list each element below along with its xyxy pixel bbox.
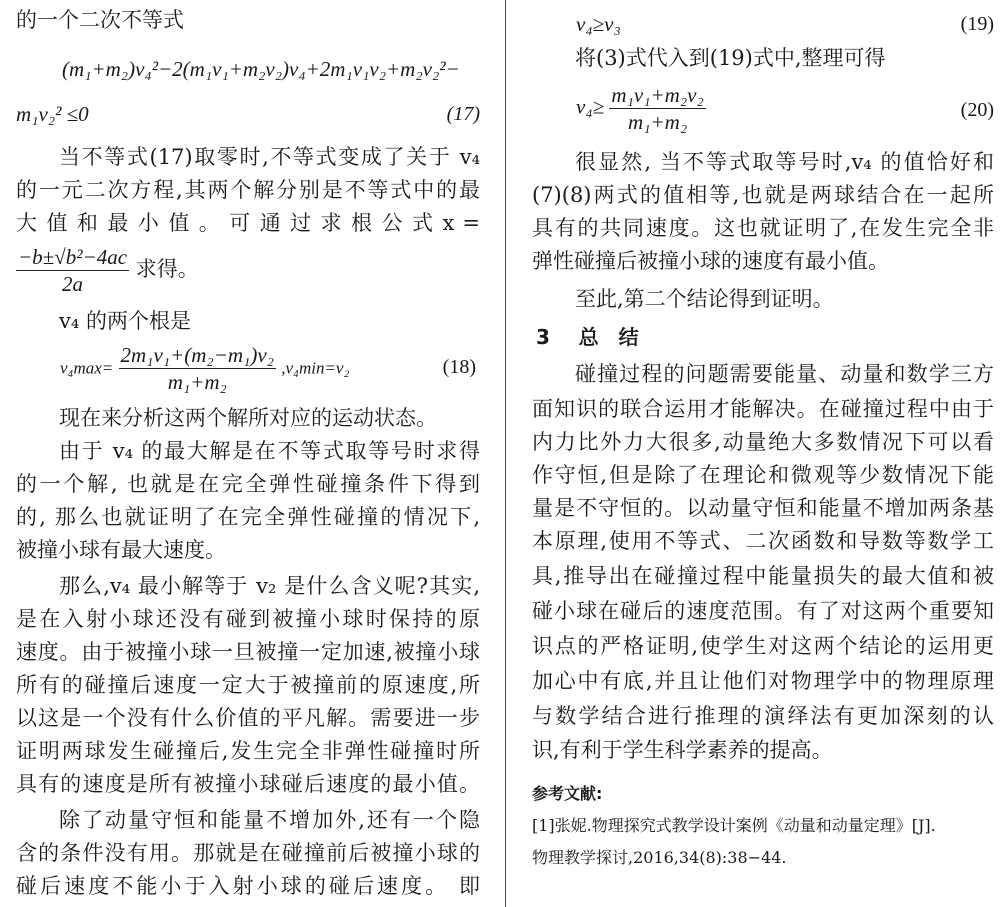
text-line: 被撞小球有最大速度。 — [16, 538, 226, 562]
eq18-numerator: 2m₁v₁+(m₂−m₁)v₂ — [120, 343, 274, 367]
text-line: 的一个二次不等式 — [16, 8, 184, 32]
text-line — [532, 360, 994, 388]
text-span: 碰后速度不能小于入射小球的碰后速度。 即 — [16, 874, 480, 898]
section-title: 总 结 — [578, 325, 639, 349]
text-line — [16, 503, 480, 531]
section-heading — [536, 323, 639, 351]
text-line — [532, 562, 994, 590]
eq18-lhs: v₄max= — [60, 358, 114, 378]
text-line — [532, 461, 994, 489]
root-formula — [16, 244, 199, 294]
text-line — [16, 737, 480, 765]
text-line: 将(3)式代入到(19)式中,整理可得 — [575, 46, 886, 70]
text-span: 除了动量守恒和能量不增加外,还有一个隐 — [59, 808, 480, 832]
text-line: 至此,第二个结论得到证明。 — [575, 287, 834, 311]
equation-17-tail: m₁v₂² ≤0 — [16, 102, 89, 126]
text-line — [532, 597, 994, 625]
text-span: 由于 v₄ 的最大解是在不等式取等号时求得 — [59, 439, 480, 463]
text-span: 具有的共同速度。这也就证明了,在发生完全非 — [532, 216, 994, 240]
text-span: 大 值 和 最 小 值 。 可 通 过 求 根 公 式 x = — [16, 211, 480, 235]
eq20-denominator: m₁+m₂ — [628, 110, 688, 134]
text-span: 碰撞过程的问题需要能量、动量和数学三方 — [575, 362, 994, 386]
eq18-rhs: ,v₄min=v₂ — [281, 358, 350, 378]
text-span: 具,推导出在碰撞过程中能量损失的最大值和被 — [532, 564, 994, 588]
text-span: 的, 那么也就证明了在完全弹性碰撞的情况下, — [16, 505, 480, 529]
text-span: 面知识的联合运用才能解决。在碰撞过程中由于 — [532, 397, 994, 421]
equation-number-18: (18) — [442, 356, 476, 378]
text-span: 的一元二次方程,其两个解分别是不等式中的最 — [16, 178, 480, 202]
references-title: 参考文献: — [532, 784, 603, 803]
text-span: 含的条件没有用。那就是在碰撞前后被撞小球的 — [16, 841, 480, 865]
root-numerator: −b±√b²−4ac — [18, 245, 128, 269]
text-line — [16, 671, 480, 699]
text-line — [16, 605, 480, 633]
text-line — [16, 572, 480, 600]
text-line — [532, 148, 994, 176]
text-line: 现在来分析这两个解所对应的运动状态。 — [59, 406, 437, 430]
text-span: 与数学结合进行推理的演绎法有更加深刻的认 — [532, 704, 994, 728]
text-line — [532, 702, 994, 730]
eq18-number-line — [16, 353, 480, 381]
root-fraction — [16, 244, 129, 297]
text-line: 弹性碰撞后被撞小球的速度有最小值。 — [532, 249, 889, 273]
text-span: 本原理,使用不等式、二次函数和导数等数学工 — [532, 529, 994, 553]
text-span: 那么,v₄ 最小解等于 v₂ 是什么含义呢?其实, — [59, 574, 480, 598]
text-line — [16, 209, 480, 237]
text-line — [16, 704, 480, 732]
text-span: 加心中有底,并且让他们对物理学中的物理原理 — [532, 669, 994, 693]
eq19-number-line — [532, 10, 994, 38]
text-line — [16, 470, 480, 498]
text-span: 所有的碰撞后速度一定大于被撞前的原速度,所 — [16, 673, 480, 697]
text-span: 是在入射小球还没有碰到被撞小球时保持的原 — [16, 607, 480, 631]
section-number: 3 — [536, 325, 550, 349]
text-span: 量是不守恒的。以动量守恒和能量不增加两条基 — [532, 496, 994, 520]
references-heading — [532, 778, 602, 806]
text-line — [532, 395, 994, 423]
text-span: 证明两球发生碰撞后,发生完全非弹性碰撞时所 — [16, 739, 480, 763]
reference-item: [1]张妮.物理探究式教学设计案例《动量和动量定理》[J]. — [532, 816, 936, 835]
text-line — [16, 806, 480, 834]
eq20-numerator: m₁v₁+m₂v₂ — [611, 83, 704, 107]
text-line — [16, 770, 480, 798]
text-line — [16, 872, 480, 900]
equation-17-line1: (m₁+m₂)v₄²−2(m₁v₁+m₂v₂)v₄+2m₁v₁v₂+m₂v₂²− — [62, 57, 460, 81]
text-line — [16, 839, 480, 867]
root-tail: 求得。 — [135, 257, 199, 281]
text-span: 具有的速度是所有被撞小球碰后速度的最小值。 — [16, 772, 480, 796]
equation-number-20: (20) — [960, 99, 994, 121]
column-divider — [505, 0, 506, 907]
eq20-number-line — [532, 96, 994, 124]
equation-number-19: (19) — [960, 13, 994, 35]
eq18-denominator: m₁+m₂ — [167, 370, 227, 394]
text-line — [532, 667, 994, 695]
text-span: 速度。由于被撞小球一旦被撞一定加速,被撞小球 — [16, 640, 480, 664]
text-line: 识,有利于学生科学素养的提高。 — [532, 738, 833, 762]
text-span: 很显然, 当不等式取等号时,v₄ 的值恰好和 — [575, 150, 994, 174]
text-line — [16, 143, 480, 171]
text-line — [532, 428, 994, 456]
equation-number-17: (17) — [446, 103, 480, 125]
text-span: 的一个解, 也就是在完全弹性碰撞条件下得到 — [16, 472, 480, 496]
reference-item-cont: 物理教学探讨,2016,34(8):38−44. — [532, 848, 787, 867]
equation-17-line2 — [16, 100, 480, 128]
text-line: v₄ 的两个根是 — [59, 309, 191, 333]
text-span: 识点的严格证明,使学生对这两个结论的运用更 — [532, 634, 994, 658]
text-span: 作守恒,但是除了在理论和微观等少数情况下能 — [532, 463, 994, 487]
root-denominator: 2a — [62, 272, 83, 296]
text-line — [532, 181, 994, 209]
text-line — [16, 176, 480, 204]
text-line — [532, 527, 994, 555]
text-span: (7)(8)两式的值相等,也就是两球结合在一起所 — [532, 183, 994, 207]
text-line — [532, 632, 994, 660]
text-line — [532, 214, 994, 242]
text-span: 内力比外力大很多,动量绝大多数情况下可以看 — [532, 430, 994, 454]
text-span: 当不等式(17)取零时,不等式变成了关于 v₄ — [59, 145, 480, 169]
text-span: 碰小球在碰后的速度范围。有了对这两个重要知 — [532, 599, 994, 623]
text-line — [16, 437, 480, 465]
text-line — [532, 494, 994, 522]
text-line — [16, 638, 480, 666]
equation-19: v₄≥v₃ — [576, 12, 621, 36]
eq20-lhs: v₄≥ — [576, 94, 605, 119]
text-span: 以这是一个没有什么价值的平凡解。需要进一步 — [16, 706, 480, 730]
